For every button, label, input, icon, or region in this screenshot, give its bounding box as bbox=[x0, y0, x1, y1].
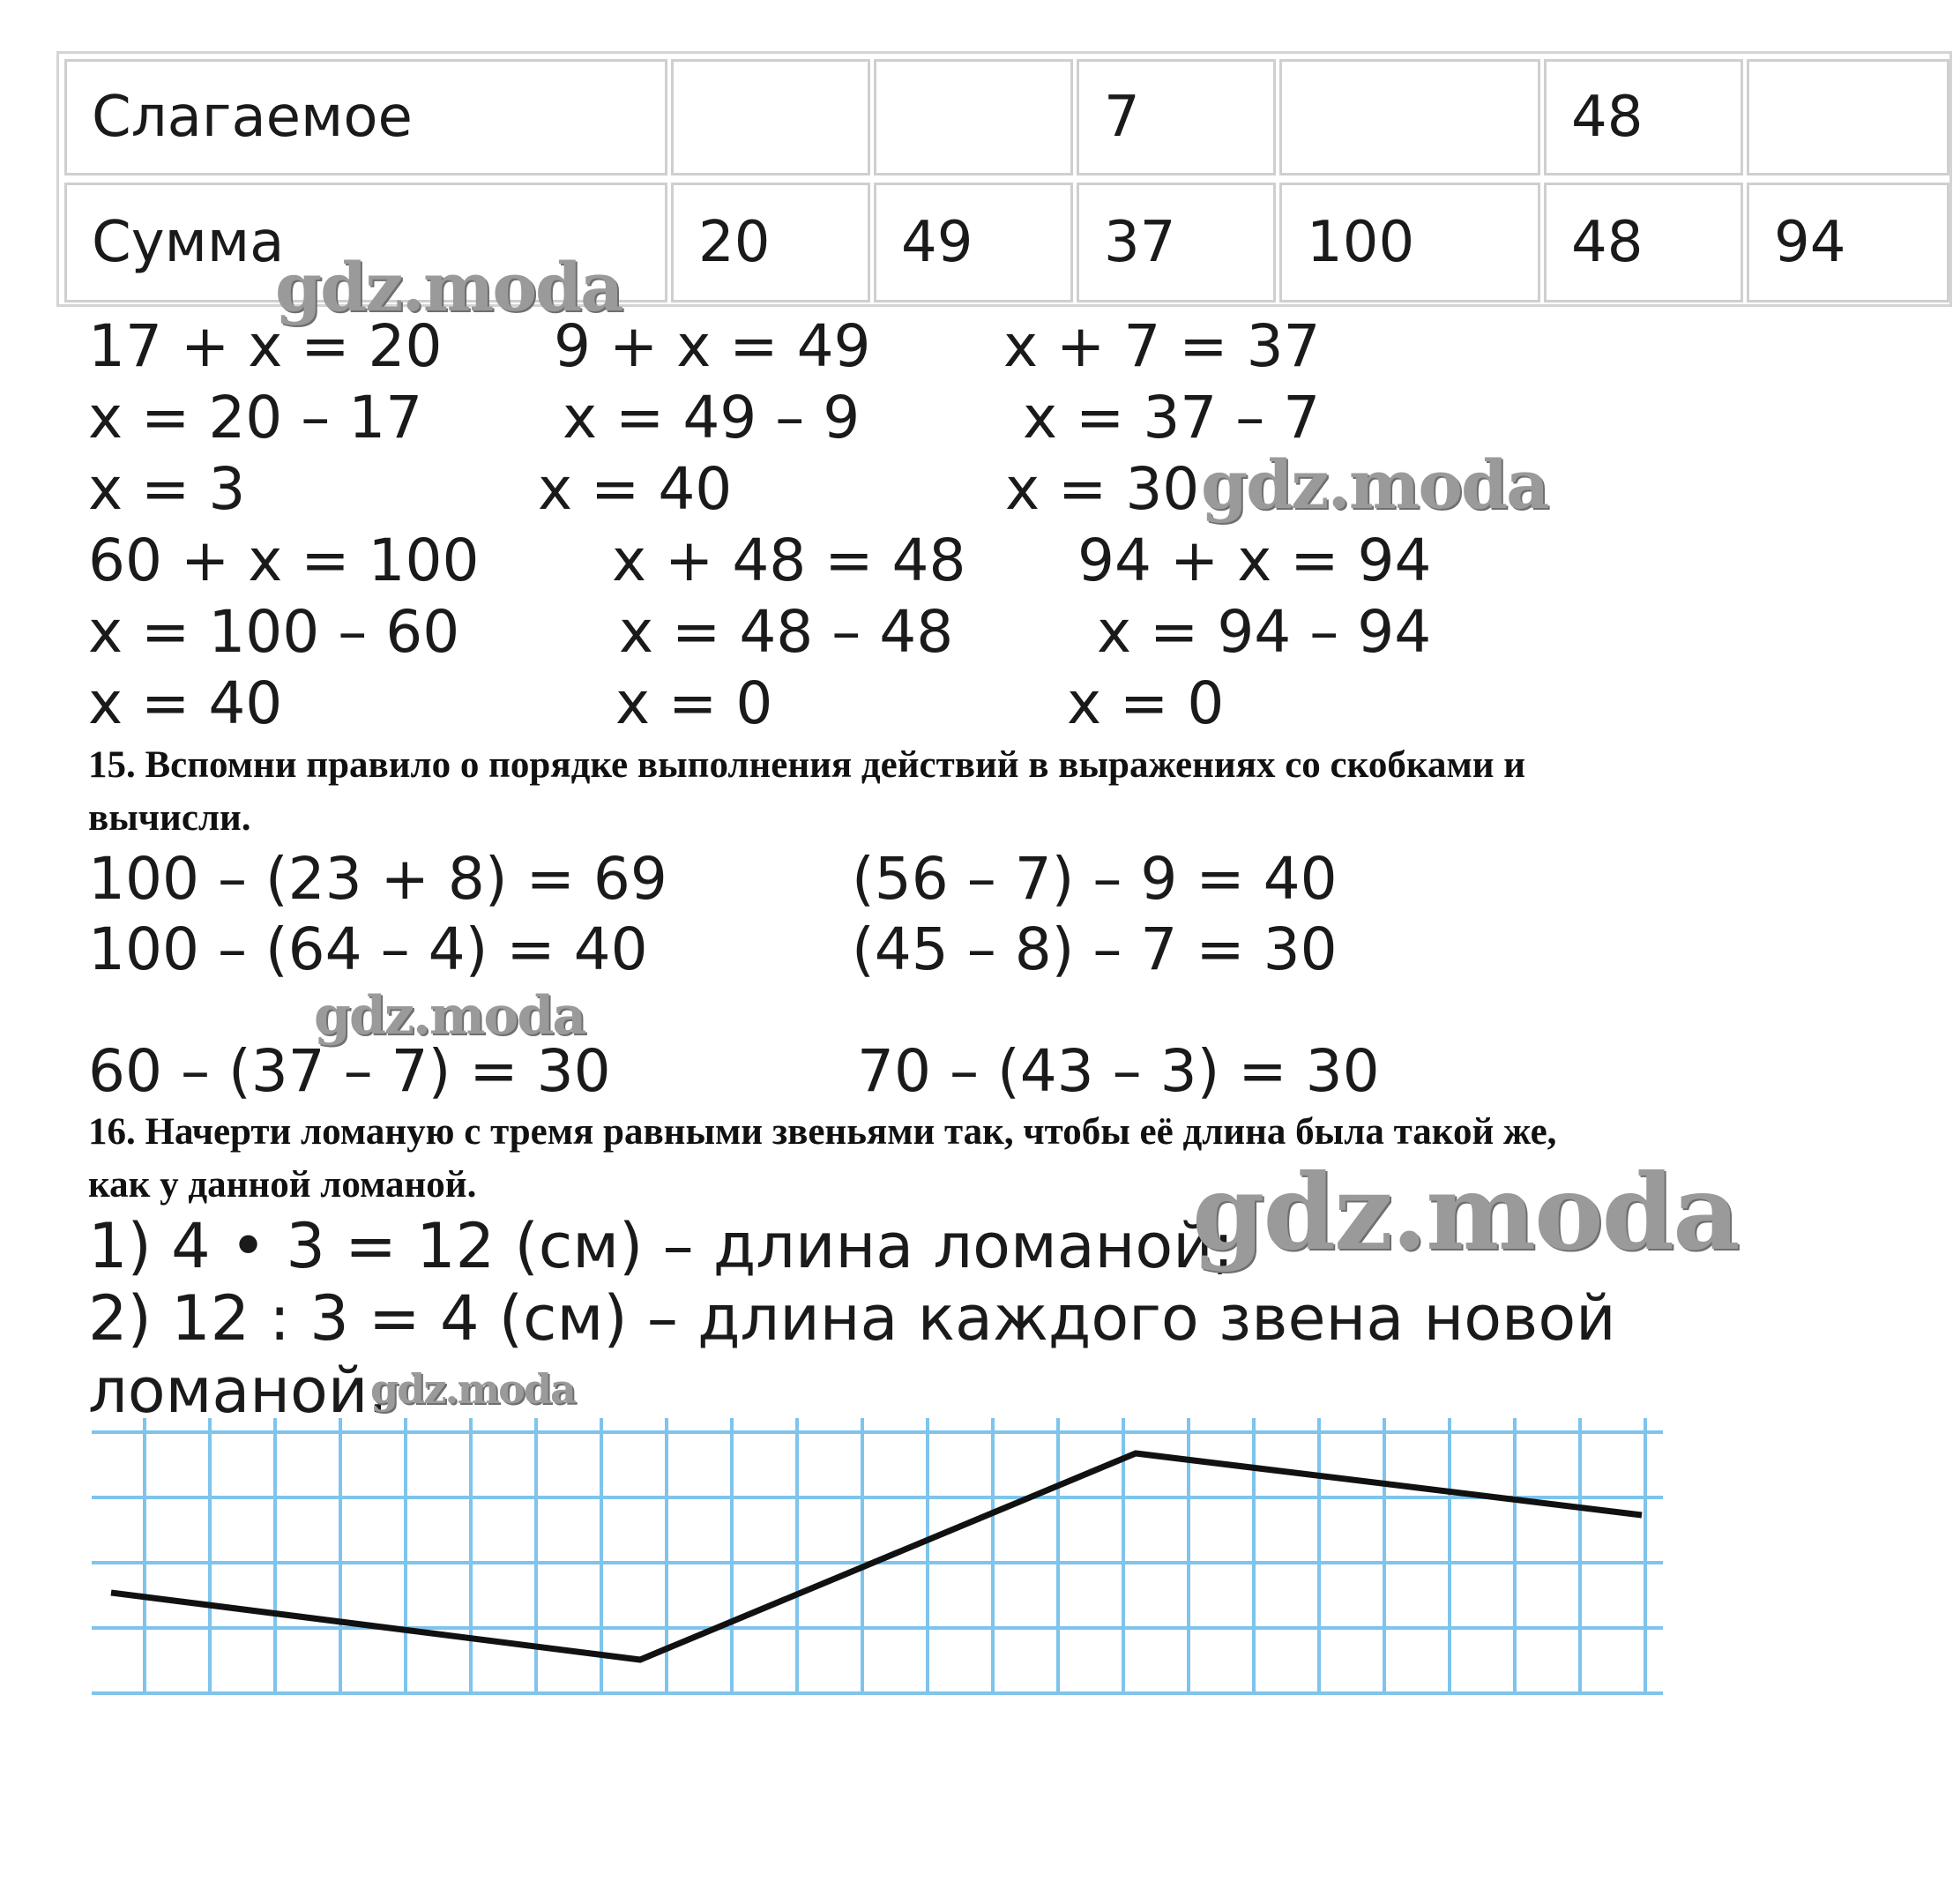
expression: (45 – 8) – 7 = 30 bbox=[852, 915, 1338, 983]
table-cell: 100 bbox=[1279, 183, 1540, 302]
expression: 100 – (64 – 4) = 40 bbox=[88, 915, 648, 983]
equation: x = 20 – 17 bbox=[88, 384, 423, 452]
grid-with-polyline bbox=[92, 1418, 1663, 1695]
row-label-addend: Слагаемое bbox=[64, 59, 667, 175]
solution-step-2: 2) 12 : 3 = 4 (см) – длина каждого звена новой bbox=[88, 1282, 1616, 1355]
watermark: gdz.moda bbox=[1201, 445, 1548, 524]
table-cell bbox=[1279, 59, 1540, 175]
equation: x = 30 bbox=[1005, 455, 1200, 523]
table-cell: 49 bbox=[874, 183, 1073, 302]
table-cell: 7 bbox=[1077, 59, 1276, 175]
equation: x = 94 – 94 bbox=[1097, 598, 1432, 666]
equation: x = 0 bbox=[1067, 669, 1225, 737]
equation: x = 100 – 60 bbox=[88, 598, 460, 666]
watermark: gdz.moda bbox=[370, 1365, 575, 1413]
equation: x = 0 bbox=[615, 669, 773, 737]
equation: 60 + x = 100 bbox=[88, 526, 480, 594]
watermark: gdz.moda bbox=[275, 248, 622, 326]
task-16-heading: 16. Начерти ломаную с тремя равными звеньями так, чтобы её длина была такой же, bbox=[88, 1111, 1557, 1153]
table-cell: 48 bbox=[1544, 59, 1743, 175]
equation: x = 49 – 9 bbox=[563, 384, 861, 452]
equation: x = 40 bbox=[88, 669, 283, 737]
equation: x = 48 – 48 bbox=[619, 598, 954, 666]
expression: 60 – (37 – 7) = 30 bbox=[88, 1037, 611, 1105]
equation: x = 37 – 7 bbox=[1023, 384, 1321, 452]
watermark: gdz.moda bbox=[314, 985, 585, 1047]
equation: x = 3 bbox=[88, 455, 246, 523]
solution-step-1: 1) 4 • 3 = 12 (см) – длина ломаной; bbox=[88, 1210, 1234, 1282]
task-16-heading-cont: как у данной ломаной. bbox=[88, 1164, 477, 1206]
table-cell bbox=[671, 59, 870, 175]
row-label-sum: Сумма bbox=[64, 183, 667, 302]
table-cell: 48 bbox=[1544, 183, 1743, 302]
table-cell: 37 bbox=[1077, 183, 1276, 302]
expression: 100 – (23 + 8) = 69 bbox=[88, 845, 667, 913]
equation: x + 48 = 48 bbox=[612, 526, 966, 594]
table-cell: 20 bbox=[671, 183, 870, 302]
solution-step-2-cont: ломаной. bbox=[88, 1355, 388, 1427]
table-cell: 94 bbox=[1747, 183, 1949, 302]
equation: x = 40 bbox=[538, 455, 733, 523]
watermark: gdz.moda bbox=[1192, 1151, 1739, 1273]
task-15-heading: 15. Вспомни правило о порядке выполнения действий в выражениях со скобками и bbox=[88, 744, 1526, 786]
equation: 17 + x = 20 bbox=[88, 312, 443, 380]
expression: 70 – (43 – 3) = 30 bbox=[857, 1037, 1380, 1105]
table-cell bbox=[1747, 59, 1949, 175]
equation: 94 + x = 94 bbox=[1077, 526, 1432, 594]
equation: x + 7 = 37 bbox=[1003, 312, 1321, 380]
task-15-heading-cont: вычисли. bbox=[88, 797, 251, 839]
equation: 9 + x = 49 bbox=[554, 312, 871, 380]
expression: (56 – 7) – 9 = 40 bbox=[852, 845, 1338, 913]
table-cell bbox=[874, 59, 1073, 175]
